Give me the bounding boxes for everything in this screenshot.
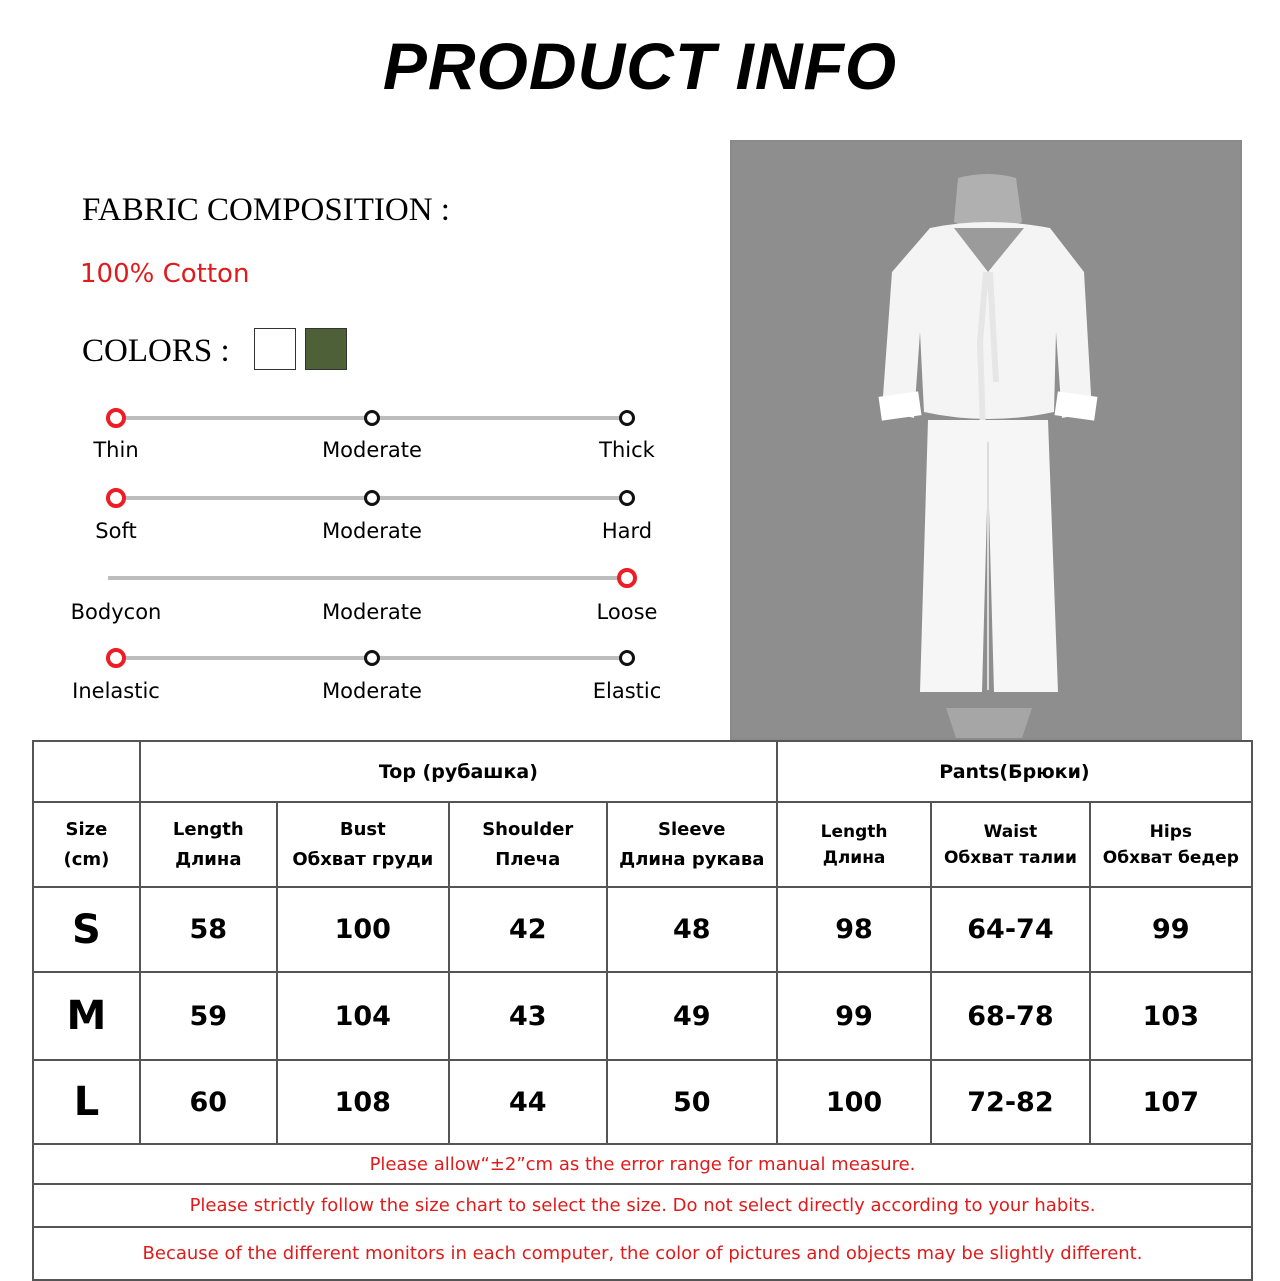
table-row <box>33 1060 1252 1144</box>
scale-label: Loose <box>596 600 658 624</box>
table-cell: 50 <box>607 1060 777 1144</box>
table-cell: 59 <box>140 972 277 1060</box>
page-title: PRODUCT INFO <box>382 29 898 103</box>
column-header <box>33 802 140 887</box>
table-cell: 60 <box>140 1060 277 1144</box>
fabric-composition-heading: FABRIC COMPOSITION : <box>82 192 450 228</box>
table-cell: 42 <box>449 887 607 972</box>
selected-scale-dot[interactable] <box>617 568 637 588</box>
scale-label: Moderate <box>322 519 422 543</box>
scale-dot[interactable] <box>364 410 380 426</box>
column-header-line: Shoulder <box>482 818 574 840</box>
mannequin-outfit-image <box>732 142 1240 738</box>
column-header <box>1090 802 1252 887</box>
scale-label: Soft <box>95 519 137 543</box>
scale-dot[interactable] <box>619 410 635 426</box>
scale-label: Moderate <box>322 438 422 462</box>
scale-track <box>108 576 633 580</box>
scale-label: Thick <box>599 438 655 462</box>
scale-label: Moderate <box>322 679 422 703</box>
column-header-line: Length <box>172 818 244 840</box>
column-header-line: Size <box>65 818 108 840</box>
size-rows <box>33 887 1252 1144</box>
color-swatch-green[interactable] <box>305 328 347 370</box>
table-cell: 49 <box>607 972 777 1060</box>
note-text: Please allow“±2”cm as the error range for manual measure. <box>33 1144 1252 1184</box>
note-row <box>33 1144 1252 1184</box>
color-swatch-white[interactable] <box>254 328 296 370</box>
table-cell: 44 <box>449 1060 607 1144</box>
product-photo <box>730 140 1242 740</box>
scale-dot[interactable] <box>619 490 635 506</box>
table-cell: 104 <box>277 972 449 1060</box>
column-header-line: Waist <box>983 821 1038 842</box>
top-header: Top (рубашка) <box>140 741 777 802</box>
note-text: Please strictly follow the size chart to select the size. Do not select directly according to your habits. <box>33 1184 1252 1227</box>
scale-label: Thin <box>93 438 139 462</box>
size-notes <box>33 1144 1252 1280</box>
size-label-cell: S <box>33 887 140 972</box>
table-row <box>33 972 1252 1060</box>
note-row <box>33 1227 1252 1280</box>
column-header-line: Длина <box>175 848 242 870</box>
column-header-line: Length <box>820 821 888 842</box>
column-header <box>449 802 607 887</box>
note-row <box>33 1184 1252 1227</box>
table-cell: 48 <box>607 887 777 972</box>
column-header <box>140 802 277 887</box>
column-header-line: Длина <box>822 847 886 868</box>
scale-label: Moderate <box>322 600 422 624</box>
column-header <box>777 802 931 887</box>
table-cell: 72-82 <box>931 1060 1089 1144</box>
selected-scale-dot[interactable] <box>106 648 126 668</box>
column-header-line: Sleeve <box>658 818 726 840</box>
column-header-line: Обхват груди <box>292 848 434 870</box>
selected-scale-dot[interactable] <box>106 488 126 508</box>
table-cell: 99 <box>1090 887 1252 972</box>
table-cell: 98 <box>777 887 931 972</box>
table-cell: 68-78 <box>931 972 1089 1060</box>
colors-heading: COLORS : <box>82 333 230 369</box>
column-header-line: (cm) <box>63 848 110 870</box>
scale-dot[interactable] <box>364 650 380 666</box>
scale-label: Hard <box>601 519 653 543</box>
table-cell: 108 <box>277 1060 449 1144</box>
scale-dot[interactable] <box>364 490 380 506</box>
selected-scale-dot[interactable] <box>106 408 126 428</box>
column-header-line: Плеча <box>495 848 561 870</box>
column-header <box>931 802 1089 887</box>
table-cell: 103 <box>1090 972 1252 1060</box>
size-label-cell: L <box>33 1060 140 1144</box>
size-label-cell: M <box>33 972 140 1060</box>
column-header-line: Длина рукава <box>619 848 765 870</box>
table-cell: 100 <box>277 887 449 972</box>
table-cell: 58 <box>140 887 277 972</box>
scale-label: Bodycon <box>70 600 162 624</box>
pants-header: Pants(Брюки) <box>777 741 1252 802</box>
table-cell: 99 <box>777 972 931 1060</box>
column-header-line: Обхват бедер <box>1102 847 1239 868</box>
column-header-line: Bust <box>339 818 386 840</box>
note-text: Because of the different monitors in each computer, the color of pictures and objects may be slightly different. <box>33 1227 1252 1280</box>
column-header <box>277 802 449 887</box>
column-header-line: Hips <box>1149 821 1192 842</box>
column-header-row <box>33 802 1252 887</box>
empty-header-cell <box>33 741 140 802</box>
scale-label: Elastic <box>592 679 662 703</box>
fabric-composition-value: 100% Cotton <box>80 259 250 289</box>
table-row <box>33 887 1252 972</box>
size-chart-table <box>32 740 1253 1281</box>
scale-label: Inelastic <box>72 679 160 703</box>
table-cell: 64-74 <box>931 887 1089 972</box>
table-cell: 107 <box>1090 1060 1252 1144</box>
column-header-line: Обхват талии <box>943 847 1077 868</box>
table-cell: 43 <box>449 972 607 1060</box>
table-cell: 100 <box>777 1060 931 1144</box>
scale-dot[interactable] <box>619 650 635 666</box>
column-header <box>607 802 777 887</box>
